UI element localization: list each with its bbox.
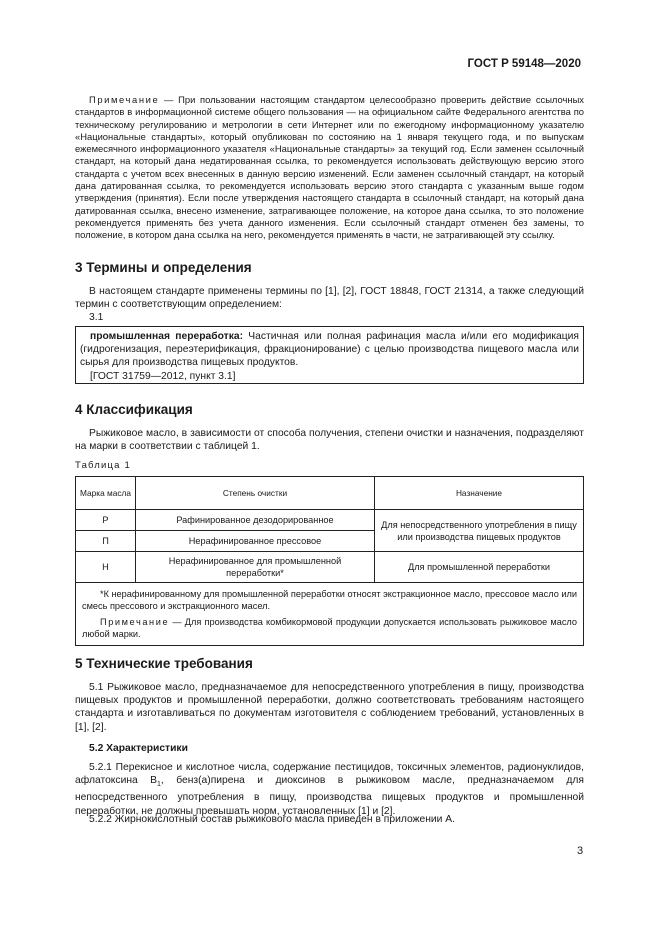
section-4-intro	[75, 427, 584, 453]
subsection-5-2-title: 5.2 Характеристики	[89, 743, 188, 754]
document-id: ГОСТ Р 59148—2020	[467, 58, 581, 70]
table-note-text: — Для производства комбикормовой продукции допускается использовать рыжиковое масло любой марки.	[82, 617, 577, 639]
section-3-intro	[75, 285, 584, 311]
term-reference: [ГОСТ 31759—2012, пункт 3.1]	[90, 370, 236, 382]
cell-mark: Р	[76, 510, 136, 531]
term-definition-box	[75, 326, 584, 384]
cell-purpose: Для промышленной переработки	[375, 552, 584, 583]
table-header-row	[76, 477, 584, 510]
cell-mark: Н	[76, 552, 136, 583]
section-5-title: 5 Технические требования	[75, 656, 253, 671]
classification-table	[75, 476, 584, 646]
note-text: — При пользовании настоящим стандартом целесообразно проверить действие ссылочных стандартов в информационной системе общего пользования — на официальном сайте Федерального агентства по техническому регулированию и метрологии в сети Интернет или по ежегодному информационному указателю «Национальные стандарты», который опубликован по состоянию на 1 января текущего года, и по выпускам ежемесячного информационного указателя «Национальные стандарты» за текущий год. Если заменен ссылочный стандарт, на который дана недатированная ссылка, то рекомендуется использовать действующую версию этого стандарта с учетом всех внесенных в данную версию изменений. Если заменен ссылочный стандарт, на который дана датированная ссылка, то рекомендуется использовать версию этого стандарта с указанным выше годом утверждения (принятия). Если после утверждения настоящего стандарта в ссылочный стандарт, на который дана датированная ссылка, внесено изменение, затрагивающее положение, на которое дана ссылка, то это положение рекомендуется применять без учета данного изменения. Если ссылочный стандарт отменен без замены, то положение, в котором дана ссылка на него, рекомендуется применять в части, не затрагивающей эту ссылку.	[75, 94, 584, 241]
table-caption: Таблица 1	[75, 460, 131, 471]
paragraph-5-1	[75, 681, 584, 734]
term-name: промышленная переработка:	[90, 331, 243, 342]
table-row	[76, 552, 584, 583]
note-label: Примечание	[89, 94, 160, 105]
paragraph-5-1-text: 5.1 Рыжиковое масло, предназначаемое для непосредственного употребления в пищу, производства пищевых продуктов и промышленной переработки, должно соответствовать требованиям настоящего стандарта и изготавливаться по документам изготовителя с соблюдением требований, установленных в [1], [2].	[75, 682, 584, 733]
paragraph-5-2-1	[75, 761, 584, 818]
paragraph-5-2-2-text: 5.2.2 Жирнокислотный состав рыжикового масла приведен в приложении А.	[89, 814, 455, 825]
table-row	[76, 510, 584, 531]
term-number: 3.1	[89, 312, 104, 323]
cell-mark: П	[76, 531, 136, 552]
table-footnote: *К нерафинированному для промышленной переработки относят экстракционное масло, прессовое масло или смесь прессового и экстракционного масел.	[82, 589, 577, 611]
section-3-title: 3 Термины и определения	[75, 260, 252, 275]
note-block	[75, 94, 584, 242]
table-footer-row	[76, 583, 584, 646]
paragraph-5-2-1-part-a: 5.2.1 Перекисное и кислотное числа, содержание пестицидов, токсичных элементов, радионуклидов, афлатоксина B	[75, 762, 584, 787]
cell-purpose: Для непосредственного употребления в пищу или производства пищевых продуктов	[375, 510, 584, 552]
cell-degree: Рафинированное дезодорированное	[136, 510, 375, 531]
table-footer	[76, 583, 584, 646]
section-4-intro-text: Рыжиковое масло, в зависимости от способа получения, степени очистки и назначения, подразделяют на марки в соответствии с таблицей 1.	[75, 428, 584, 453]
paragraph-5-2-2	[75, 813, 584, 826]
paragraph-5-2-1-part-b: , бенз(а)пирена и диоксинов в рыжиковом масле, предназначаемом для непосредственного употребления в пищу, производства пищевых продуктов и промышленной переработки, не должны превышать норм, установленных [1] и [2].	[75, 775, 584, 817]
term-definition: Частичная или полная рафинация масла и/или его модификация (гидрогенизация, переэтерификация, фракционирование) с целью производства пищевого масла или сырья для производства пищевых продуктов.	[80, 331, 579, 369]
subscript-1: 1	[157, 781, 161, 789]
section-3-intro-text: В настоящем стандарте применены термины по [1], [2], ГОСТ 18848, ГОСТ 21314, а также следующий термин с соответствующим определением:	[75, 286, 584, 311]
cell-degree: Нерафинированное прессовое	[136, 531, 375, 552]
cell-degree: Нерафинированное для промышленной переработки*	[136, 552, 375, 583]
header-degree: Степень очистки	[136, 477, 375, 510]
header-mark: Марка масла	[76, 477, 136, 510]
header-purpose: Назначение	[375, 477, 584, 510]
section-4-title: 4 Классификация	[75, 402, 193, 417]
table-note-label: Примечание	[100, 617, 170, 627]
page-number: 3	[577, 845, 584, 857]
